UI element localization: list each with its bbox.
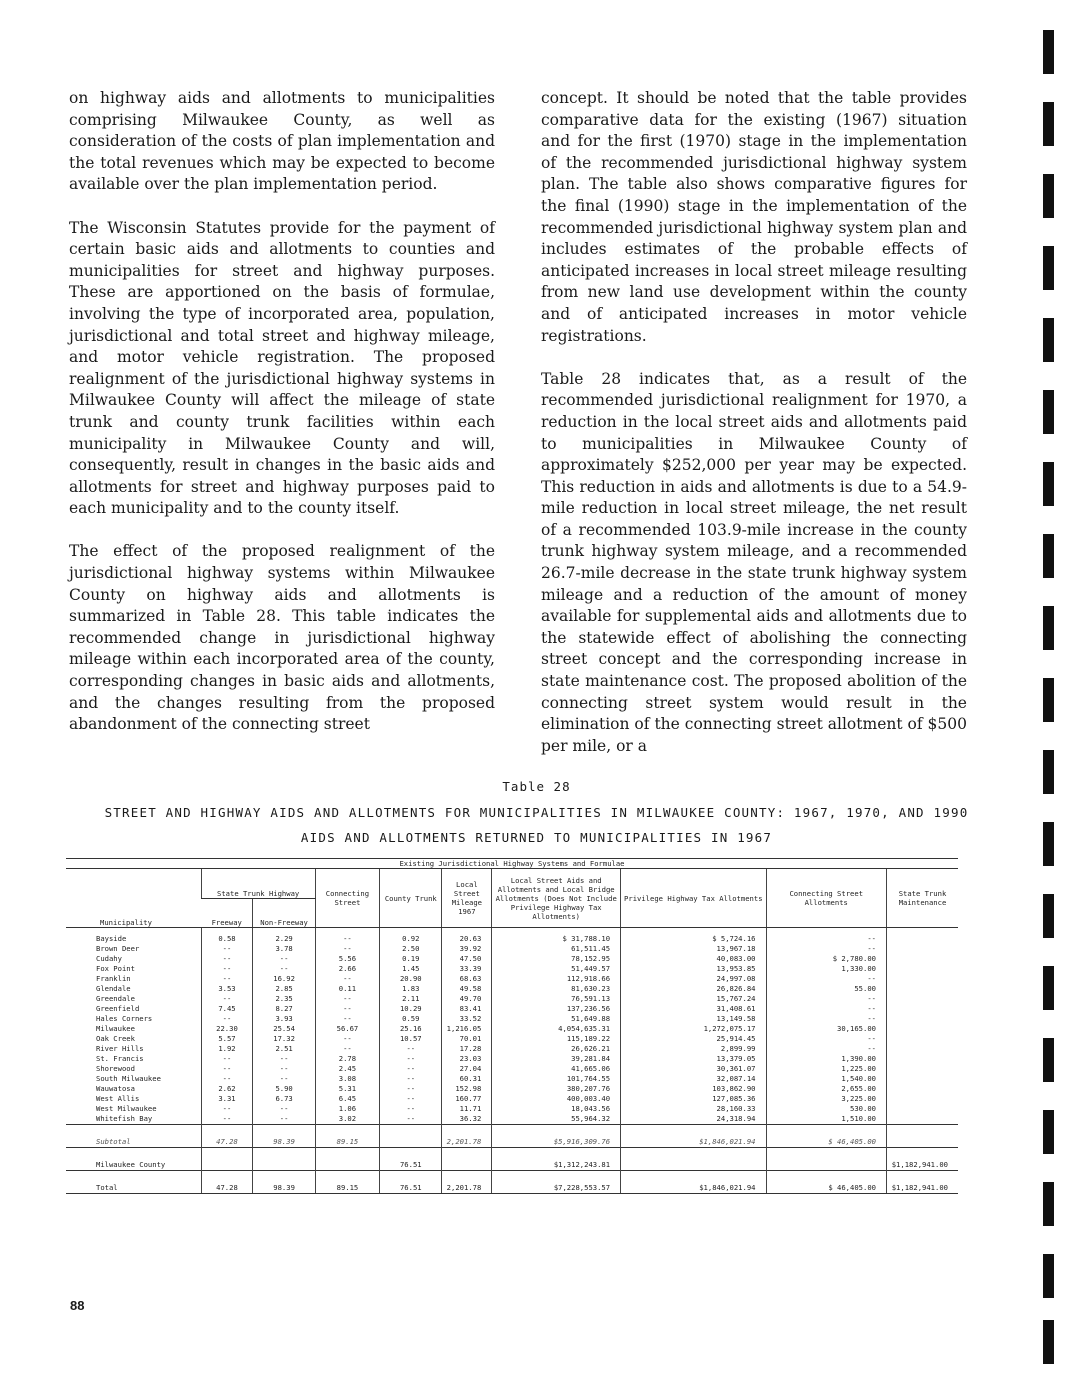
table-row bbox=[66, 934, 958, 944]
cell-connecting-street: -- bbox=[315, 994, 379, 1004]
right-column bbox=[541, 88, 967, 779]
cell-state-maint bbox=[886, 1014, 958, 1024]
left-paragraph-2: The Wisconsin Statutes provide for the payment of certain basic aids and allotments to counties and municipalities for street and highway purposes. These are apportioned on the basis of formulae, involving the type of incorporated area, population, jurisdictional and total street and highway mileage, and motor vehicle registration. The proposed realignment of the jurisdictional highway systems in Milwaukee County will affect the mileage of state trunk and county trunk facilities within each municipality in Milwaukee County and will, consequently, result in changes in the basic aids and allotments for street and highway purposes paid to each municipality and to the county itself. bbox=[69, 218, 495, 518]
table-row bbox=[66, 1084, 958, 1094]
cell-connecting-street: 3.08 bbox=[315, 1074, 379, 1084]
cell-non-freeway: -- bbox=[253, 1054, 315, 1064]
cell-connecting-street: 1.06 bbox=[315, 1104, 379, 1114]
cell-privilege: 24,997.08 bbox=[621, 974, 766, 984]
cell-local-aids: 18,043.56 bbox=[492, 1104, 621, 1114]
margin-mark bbox=[1043, 1320, 1054, 1364]
cell-connecting-street: 2.45 bbox=[315, 1064, 379, 1074]
cell-privilege: 32,087.14 bbox=[621, 1074, 766, 1084]
cell-freeway: 3.31 bbox=[201, 1094, 253, 1104]
span-header: Existing Jurisdictional Highway Systems and Formulae bbox=[66, 859, 958, 869]
cell-local-street: 1,216.05 bbox=[442, 1024, 492, 1034]
cell-county-trunk: 20.90 bbox=[380, 974, 442, 984]
county-row bbox=[66, 1148, 958, 1171]
table-row bbox=[66, 974, 958, 984]
cell-local-aids: $5,916,309.76 bbox=[492, 1125, 621, 1148]
cell-freeway: -- bbox=[201, 964, 253, 974]
cell-privilege bbox=[621, 1148, 766, 1171]
cell-state-maint bbox=[886, 1024, 958, 1034]
cell-municipality: River Hills bbox=[96, 1044, 144, 1053]
cell-freeway: -- bbox=[201, 1114, 253, 1125]
cell-local-aids: 78,152.95 bbox=[492, 954, 621, 964]
cell-local-street: 33.52 bbox=[442, 1014, 492, 1024]
cell-local-street: 17.28 bbox=[442, 1044, 492, 1054]
cell-non-freeway: -- bbox=[253, 954, 315, 964]
subtotal-row bbox=[66, 1125, 958, 1148]
cell-privilege: 31,408.61 bbox=[621, 1004, 766, 1014]
margin-marks bbox=[1043, 30, 1057, 1350]
cell-local-street: 23.03 bbox=[442, 1054, 492, 1064]
cell-non-freeway: 25.54 bbox=[253, 1024, 315, 1034]
cell-non-freeway: 3.78 bbox=[253, 944, 315, 954]
cell-non-freeway: 6.73 bbox=[253, 1094, 315, 1104]
cell-local-street: 47.50 bbox=[442, 954, 492, 964]
cell-freeway: -- bbox=[201, 974, 253, 984]
cell-label: Subtotal bbox=[66, 1125, 201, 1148]
cell-county-trunk: 76.51 bbox=[380, 1148, 442, 1171]
cell-municipality: Brown Deer bbox=[96, 944, 140, 953]
cell-connecting-allot: 1,330.00 bbox=[766, 964, 886, 974]
cell-state-maint bbox=[886, 1004, 958, 1014]
margin-mark bbox=[1043, 30, 1054, 74]
cell-local-street: 160.77 bbox=[442, 1094, 492, 1104]
table-label: Table 28 bbox=[502, 779, 571, 794]
cell-state-maint bbox=[886, 954, 958, 964]
cell-state-maint bbox=[886, 1114, 958, 1125]
header-freeway: Freeway bbox=[201, 898, 253, 928]
table-row bbox=[66, 1044, 958, 1054]
cell-privilege: 13,379.05 bbox=[621, 1054, 766, 1064]
cell-local-street: 20.63 bbox=[442, 934, 492, 944]
margin-mark bbox=[1043, 750, 1054, 794]
cell-connecting-allot: -- bbox=[766, 974, 886, 984]
margin-mark bbox=[1043, 318, 1054, 362]
cell-state-maint bbox=[886, 984, 958, 994]
cell-connecting-street: 2.66 bbox=[315, 964, 379, 974]
cell-non-freeway: -- bbox=[253, 1114, 315, 1125]
cell-privilege: 15,767.24 bbox=[621, 994, 766, 1004]
right-paragraph-1: concept. It should be noted that the table provides comparative data for the existing (1967) situation and for the first (1970) stage in the implementation of the recommended jurisdictional highway system plan. The table also shows comparative figures for the final (1990) stage in the implementation of the recommended jurisdictional highway system plan and includes estimates of the probable effects of anticipated increases in local street mileage resulting from new land use development within the county and of anticipated increases in motor vehicle registrations. bbox=[541, 89, 967, 345]
cell-connecting-street: 0.11 bbox=[315, 984, 379, 994]
margin-mark bbox=[1043, 174, 1054, 218]
cell-county-trunk: -- bbox=[380, 1094, 442, 1104]
cell-non-freeway: -- bbox=[253, 964, 315, 974]
cell-connecting-allot: 530.00 bbox=[766, 1104, 886, 1114]
cell-connecting-allot: 3,225.00 bbox=[766, 1094, 886, 1104]
cell-non-freeway: 98.39 bbox=[253, 1125, 315, 1148]
cell-municipality: Hales Corners bbox=[96, 1014, 153, 1023]
cell-connecting-street bbox=[315, 1148, 379, 1171]
header-local-aids: Local Street Aids and Allotments and Local Bridge Allotments (Does Not Include Privilege Highway Tax Allotments) bbox=[492, 869, 621, 928]
table-row bbox=[66, 1114, 958, 1125]
cell-local-aids: 137,236.56 bbox=[492, 1004, 621, 1014]
cell-state-maint bbox=[886, 964, 958, 974]
cell-municipality: Greenfield bbox=[96, 1004, 140, 1013]
cell-local-aids: 39,281.84 bbox=[492, 1054, 621, 1064]
header-municipality: Municipality bbox=[66, 869, 201, 928]
page-number: 88 bbox=[70, 1298, 85, 1313]
cell-privilege: 26,826.84 bbox=[621, 984, 766, 994]
cell-freeway: -- bbox=[201, 1054, 253, 1064]
cell-municipality: Wauwatosa bbox=[96, 1084, 135, 1093]
cell-county-trunk: -- bbox=[380, 1064, 442, 1074]
cell-freeway: -- bbox=[201, 1064, 253, 1074]
table-title: STREET AND HIGHWAY AIDS AND ALLOTMENTS FOR MUNICIPALITIES IN MILWAUKEE COUNTY: 1967, 1970, AND 1990 bbox=[104, 805, 969, 820]
table-row bbox=[66, 944, 958, 954]
cell-local-aids: 112,918.66 bbox=[492, 974, 621, 984]
cell-local-aids: $ 31,788.10 bbox=[492, 934, 621, 944]
cell-local-aids: 51,449.57 bbox=[492, 964, 621, 974]
cell-connecting-allot bbox=[766, 1148, 886, 1171]
cell-freeway: 0.58 bbox=[201, 934, 253, 944]
cell-freeway bbox=[201, 1148, 253, 1171]
cell-local-aids: 380,207.76 bbox=[492, 1084, 621, 1094]
cell-county-trunk: 25.16 bbox=[380, 1024, 442, 1034]
header-privilege: Privilege Highway Tax Allotments bbox=[621, 869, 766, 928]
cell-privilege: 25,914.45 bbox=[621, 1034, 766, 1044]
cell-connecting-street: -- bbox=[315, 1014, 379, 1024]
cell-local-aids: 101,764.55 bbox=[492, 1074, 621, 1084]
aids-table bbox=[66, 858, 958, 1194]
cell-freeway: -- bbox=[201, 1104, 253, 1114]
cell-local-aids: 61,511.45 bbox=[492, 944, 621, 954]
cell-connecting-allot: -- bbox=[766, 1004, 886, 1014]
cell-connecting-allot: 55.00 bbox=[766, 984, 886, 994]
header-state-trunk: State Trunk Highway bbox=[201, 869, 315, 899]
cell-connecting-street: -- bbox=[315, 974, 379, 984]
cell-non-freeway: 2.35 bbox=[253, 994, 315, 1004]
cell-freeway: 47.28 bbox=[201, 1171, 253, 1194]
cell-county-trunk: 0.19 bbox=[380, 954, 442, 964]
cell-connecting-allot: $ 46,405.00 bbox=[766, 1125, 886, 1148]
cell-non-freeway: 98.39 bbox=[253, 1171, 315, 1194]
cell-local-street: 11.71 bbox=[442, 1104, 492, 1114]
cell-local-street: 49.70 bbox=[442, 994, 492, 1004]
table-row bbox=[66, 1014, 958, 1024]
cell-county-trunk: 76.51 bbox=[380, 1171, 442, 1194]
cell-connecting-allot: $ 46,405.00 bbox=[766, 1171, 886, 1194]
cell-local-street: 39.92 bbox=[442, 944, 492, 954]
margin-mark bbox=[1043, 678, 1054, 722]
table-row bbox=[66, 1034, 958, 1044]
cell-privilege: 1,272,075.17 bbox=[621, 1024, 766, 1034]
cell-local-street: 2,201.78 bbox=[442, 1125, 492, 1148]
table-row bbox=[66, 954, 958, 964]
cell-local-street: 36.32 bbox=[442, 1114, 492, 1125]
cell-county-trunk: -- bbox=[380, 1044, 442, 1054]
cell-freeway: 47.28 bbox=[201, 1125, 253, 1148]
cell-privilege: 13,953.85 bbox=[621, 964, 766, 974]
total-row bbox=[66, 1171, 958, 1194]
cell-freeway: 2.62 bbox=[201, 1084, 253, 1094]
cell-non-freeway: 5.90 bbox=[253, 1084, 315, 1094]
cell-municipality: South Milwaukee bbox=[96, 1074, 161, 1083]
cell-freeway: -- bbox=[201, 994, 253, 1004]
cell-connecting-allot: 1,510.00 bbox=[766, 1114, 886, 1125]
cell-state-maint bbox=[886, 1094, 958, 1104]
cell-local-street: 68.63 bbox=[442, 974, 492, 984]
cell-freeway: 3.53 bbox=[201, 984, 253, 994]
cell-county-trunk: 10.29 bbox=[380, 1004, 442, 1014]
cell-county-trunk: 0.59 bbox=[380, 1014, 442, 1024]
cell-freeway: -- bbox=[201, 954, 253, 964]
table-row bbox=[66, 964, 958, 974]
cell-local-street: 33.39 bbox=[442, 964, 492, 974]
cell-local-aids: 76,591.13 bbox=[492, 994, 621, 1004]
table-row bbox=[66, 1054, 958, 1064]
cell-privilege: 13,149.58 bbox=[621, 1014, 766, 1024]
cell-connecting-allot: 30,165.00 bbox=[766, 1024, 886, 1034]
cell-privilege: $ 5,724.16 bbox=[621, 934, 766, 944]
cell-non-freeway: -- bbox=[253, 1074, 315, 1084]
cell-freeway: 5.57 bbox=[201, 1034, 253, 1044]
cell-connecting-street: 3.02 bbox=[315, 1114, 379, 1125]
cell-privilege: 40,083.00 bbox=[621, 954, 766, 964]
cell-privilege: 103,862.90 bbox=[621, 1084, 766, 1094]
cell-connecting-street: 56.67 bbox=[315, 1024, 379, 1034]
cell-state-maint bbox=[886, 1125, 958, 1148]
margin-mark bbox=[1043, 1110, 1054, 1154]
cell-connecting-street: 2.78 bbox=[315, 1054, 379, 1064]
cell-connecting-allot: -- bbox=[766, 1044, 886, 1054]
table-subtitle: AIDS AND ALLOTMENTS RETURNED TO MUNICIPALITIES IN 1967 bbox=[300, 830, 773, 845]
right-paragraph-2: Table 28 indicates that, as a result of the recommended jurisdictional realignment for 1970, a reduction in the local street aids and allotments paid to municipalities in Milwaukee County of approximately $252,000 per year may be expected. This reduction in aids and allotments is due to a 54.9-mile reduction in local street mileage, the net result of a recommended 103.9-mile increase in the county trunk highway system mileage, and a recommended 26.7-mile decrease in the state trunk highway system mileage and a reduction of the amount of money available for supplemental aids and allotments due to the statewide effect of abolishing the connecting street concept and the corresponding increase in state maintenance cost. The proposed abolition of the connecting street system would result in the elimination of the connecting street allotment of $500 per mile, or a bbox=[541, 369, 967, 755]
cell-local-aids: 81,630.23 bbox=[492, 984, 621, 994]
cell-state-maint bbox=[886, 994, 958, 1004]
table-row bbox=[66, 994, 958, 1004]
cell-state-maint: $1,182,941.00 bbox=[886, 1148, 958, 1171]
cell-state-maint bbox=[886, 1054, 958, 1064]
table-row bbox=[66, 1064, 958, 1074]
cell-connecting-allot: 2,655.00 bbox=[766, 1084, 886, 1094]
cell-county-trunk: -- bbox=[380, 1084, 442, 1094]
cell-non-freeway: 17.32 bbox=[253, 1034, 315, 1044]
cell-connecting-allot: -- bbox=[766, 1034, 886, 1044]
cell-local-street: 152.98 bbox=[442, 1084, 492, 1094]
cell-municipality: Milwaukee bbox=[96, 1024, 135, 1033]
cell-county-trunk: -- bbox=[380, 1104, 442, 1114]
cell-local-aids: 51,649.88 bbox=[492, 1014, 621, 1024]
cell-local-aids: 26,626.21 bbox=[492, 1044, 621, 1054]
cell-privilege: $1,846,021.94 bbox=[621, 1125, 766, 1148]
cell-freeway: 1.92 bbox=[201, 1044, 253, 1054]
cell-state-maint bbox=[886, 974, 958, 984]
cell-non-freeway: 2.29 bbox=[253, 934, 315, 944]
left-paragraph-1: on highway aids and allotments to municipalities comprising Milwaukee County, as well as consideration of the costs of plan implementation and the total revenues which may be expected to become available over the plan implementation period. bbox=[69, 89, 495, 194]
cell-municipality: West Milwaukee bbox=[96, 1104, 157, 1113]
margin-mark bbox=[1043, 822, 1054, 866]
table-row bbox=[66, 1104, 958, 1114]
cell-privilege: 24,318.94 bbox=[621, 1114, 766, 1125]
cell-connecting-allot: -- bbox=[766, 994, 886, 1004]
margin-mark bbox=[1043, 966, 1054, 1010]
margin-mark bbox=[1043, 462, 1054, 506]
cell-non-freeway bbox=[253, 1148, 315, 1171]
cell-freeway: -- bbox=[201, 944, 253, 954]
cell-county-trunk bbox=[380, 1125, 442, 1148]
cell-county-trunk: 2.50 bbox=[380, 944, 442, 954]
cell-connecting-street: 5.56 bbox=[315, 954, 379, 964]
cell-privilege: 28,160.33 bbox=[621, 1104, 766, 1114]
cell-state-maint bbox=[886, 944, 958, 954]
cell-municipality: West Allis bbox=[96, 1094, 140, 1103]
cell-local-street: 60.31 bbox=[442, 1074, 492, 1084]
table-row bbox=[66, 1024, 958, 1034]
cell-connecting-street: -- bbox=[315, 1004, 379, 1014]
cell-state-maint bbox=[886, 1064, 958, 1074]
cell-connecting-allot: -- bbox=[766, 934, 886, 944]
cell-label: Milwaukee County bbox=[66, 1148, 201, 1171]
margin-mark bbox=[1043, 390, 1054, 434]
cell-local-street: 49.58 bbox=[442, 984, 492, 994]
table-row bbox=[66, 984, 958, 994]
cell-county-trunk: 1.45 bbox=[380, 964, 442, 974]
cell-municipality: Oak Creek bbox=[96, 1034, 135, 1043]
table-body bbox=[66, 928, 958, 1194]
cell-freeway: -- bbox=[201, 1074, 253, 1084]
left-column bbox=[69, 88, 495, 757]
cell-non-freeway: -- bbox=[253, 1064, 315, 1074]
margin-mark bbox=[1043, 534, 1054, 578]
cell-county-trunk: -- bbox=[380, 1054, 442, 1064]
cell-local-aids: 41,665.06 bbox=[492, 1064, 621, 1074]
cell-municipality: Bayside bbox=[96, 934, 127, 943]
cell-connecting-allot: 1,225.00 bbox=[766, 1064, 886, 1074]
cell-connecting-street: -- bbox=[315, 1034, 379, 1044]
table-row bbox=[66, 1004, 958, 1014]
cell-local-street: 70.01 bbox=[442, 1034, 492, 1044]
cell-non-freeway: 2.51 bbox=[253, 1044, 315, 1054]
cell-county-trunk: 2.11 bbox=[380, 994, 442, 1004]
cell-local-aids: 115,189.22 bbox=[492, 1034, 621, 1044]
cell-state-maint bbox=[886, 1084, 958, 1094]
cell-local-street: 83.41 bbox=[442, 1004, 492, 1014]
cell-municipality: Franklin bbox=[96, 974, 131, 983]
cell-municipality: Greendale bbox=[96, 994, 135, 1003]
cell-connecting-street: 6.45 bbox=[315, 1094, 379, 1104]
cell-label: Total bbox=[66, 1171, 201, 1194]
cell-non-freeway: 3.93 bbox=[253, 1014, 315, 1024]
margin-mark bbox=[1043, 246, 1054, 290]
cell-connecting-allot: 1,540.00 bbox=[766, 1074, 886, 1084]
cell-non-freeway: 8.27 bbox=[253, 1004, 315, 1014]
cell-municipality: Glendale bbox=[96, 984, 131, 993]
header-non-freeway: Non-Freeway bbox=[253, 898, 315, 928]
cell-connecting-street: 5.31 bbox=[315, 1084, 379, 1094]
cell-state-maint bbox=[886, 1034, 958, 1044]
cell-privilege: 30,361.07 bbox=[621, 1064, 766, 1074]
cell-state-maint bbox=[886, 934, 958, 944]
table-row bbox=[66, 1094, 958, 1104]
cell-county-trunk: 10.57 bbox=[380, 1034, 442, 1044]
cell-county-trunk: 0.92 bbox=[380, 934, 442, 944]
margin-mark bbox=[1043, 1038, 1054, 1082]
margin-mark bbox=[1043, 102, 1054, 146]
cell-connecting-street: -- bbox=[315, 944, 379, 954]
cell-state-maint bbox=[886, 1044, 958, 1054]
header-county-trunk: County Trunk bbox=[380, 869, 442, 928]
cell-non-freeway: 16.92 bbox=[253, 974, 315, 984]
margin-mark bbox=[1043, 1182, 1054, 1226]
cell-county-trunk: -- bbox=[380, 1074, 442, 1084]
margin-mark bbox=[1043, 606, 1054, 650]
cell-connecting-street: -- bbox=[315, 934, 379, 944]
cell-state-maint bbox=[886, 1104, 958, 1114]
cell-local-street: 2,201.78 bbox=[442, 1171, 492, 1194]
cell-privilege: 13,967.18 bbox=[621, 944, 766, 954]
cell-state-maint: $1,182,941.00 bbox=[886, 1171, 958, 1194]
cell-connecting-allot: -- bbox=[766, 944, 886, 954]
left-paragraph-3: The effect of the proposed realignment of the jurisdictional highway systems within Milwaukee County on highway aids and allotments is summarized in Table 28. This table indicates the recommended change in jurisdictional highway mileage within each incorporated area of the county, corresponding changes in basic aids and allotments, and the changes resulting from the proposed abandonment of the connecting street bbox=[69, 542, 495, 734]
cell-privilege: 2,899.99 bbox=[621, 1044, 766, 1054]
cell-freeway: 22.30 bbox=[201, 1024, 253, 1034]
cell-local-aids: 55,964.32 bbox=[492, 1114, 621, 1125]
cell-connecting-street: 89.15 bbox=[315, 1125, 379, 1148]
cell-privilege: $1,846,021.94 bbox=[621, 1171, 766, 1194]
cell-freeway: -- bbox=[201, 1014, 253, 1024]
cell-non-freeway: 2.85 bbox=[253, 984, 315, 994]
cell-connecting-street: 89.15 bbox=[315, 1171, 379, 1194]
cell-municipality: Whitefish Bay bbox=[96, 1114, 153, 1123]
cell-local-street: 27.04 bbox=[442, 1064, 492, 1074]
cell-municipality: St. Francis bbox=[96, 1054, 144, 1063]
cell-municipality: Fox Point bbox=[96, 964, 135, 973]
cell-privilege: 127,085.36 bbox=[621, 1094, 766, 1104]
header-state-maint: State Trunk Maintenance bbox=[886, 869, 958, 928]
header-connecting-allot: Connecting Street Allotments bbox=[766, 869, 886, 928]
cell-connecting-allot: -- bbox=[766, 1014, 886, 1024]
margin-mark bbox=[1043, 894, 1054, 938]
cell-county-trunk: 1.83 bbox=[380, 984, 442, 994]
cell-non-freeway: -- bbox=[253, 1104, 315, 1114]
header-local-street: Local Street Mileage 1967 bbox=[442, 869, 492, 928]
cell-municipality: Shorewood bbox=[96, 1064, 135, 1073]
header-connecting-street: Connecting Street bbox=[315, 869, 379, 928]
margin-mark bbox=[1043, 1254, 1054, 1298]
cell-local-aids: 4,054,635.31 bbox=[492, 1024, 621, 1034]
cell-connecting-allot: 1,390.00 bbox=[766, 1054, 886, 1064]
cell-connecting-street: -- bbox=[315, 1044, 379, 1054]
cell-county-trunk: -- bbox=[380, 1114, 442, 1125]
cell-local-street bbox=[442, 1148, 492, 1171]
table-row bbox=[66, 1074, 958, 1084]
cell-local-aids: 400,003.40 bbox=[492, 1094, 621, 1104]
cell-municipality: Cudahy bbox=[96, 954, 122, 963]
cell-state-maint bbox=[886, 1074, 958, 1084]
cell-local-aids: $1,312,243.81 bbox=[492, 1148, 621, 1171]
cell-freeway: 7.45 bbox=[201, 1004, 253, 1014]
cell-local-aids: $7,228,553.57 bbox=[492, 1171, 621, 1194]
cell-connecting-allot: $ 2,780.00 bbox=[766, 954, 886, 964]
